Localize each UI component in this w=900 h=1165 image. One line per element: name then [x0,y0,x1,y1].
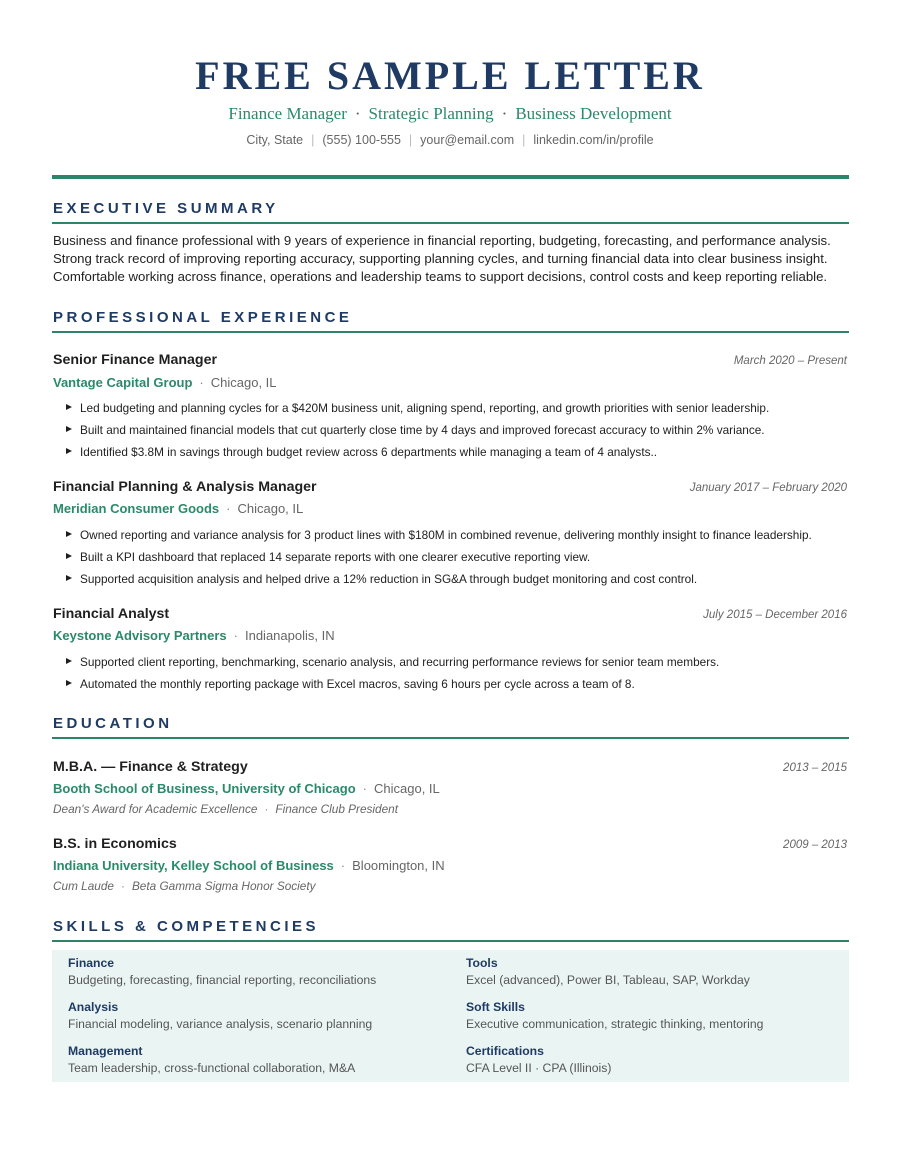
contact-separator: | [408,133,413,147]
school-line [53,781,440,796]
honor-item: Dean's Award for Academic Excellence [53,802,258,816]
section-divider [52,331,849,333]
section-title-education: EDUCATION [53,715,173,732]
job-org-line [53,501,303,516]
skill-category: Analysis [68,1000,119,1014]
degree-title: B.S. in Economics [53,836,177,852]
degree-honors [53,879,316,893]
school-line [53,858,445,873]
skill-category: Soft Skills [466,1000,525,1014]
skill-values: Executive communication, strategic thinking, mentoring [466,1017,764,1031]
tagline-item: Business Development [515,104,672,123]
list-item: Led budgeting and planning cycles for a $420M business unit, aligning spend, reporting, and growth priorities with senior leadership. [66,400,856,422]
skill-group [68,1044,355,1075]
tagline-item: Finance Manager [228,104,347,123]
tagline-separator: · [501,104,508,123]
job-company: Vantage Capital Group [53,375,193,390]
skill-group [466,1000,763,1031]
candidate-name: FREE SAMPLE LETTER [195,53,705,98]
section-divider [52,222,849,224]
skill-group [68,1000,372,1031]
skill-values: Financial modeling, variance analysis, scenario planning [68,1017,373,1031]
tagline-separator: · [354,104,361,123]
contact-phone: (555) 100-555 [322,133,401,147]
job-company: Keystone Advisory Partners [53,628,227,643]
job-dates: March 2020 – Present [733,355,847,367]
job-title: Financial Analyst [53,606,170,622]
skill-values: Budgeting, forecasting, financial reporting, reconciliations [68,973,377,987]
job-org-line [53,628,335,643]
list-item: Supported acquisition analysis and helped drive a 12% reduction in SG&A through budget monitoring and cost control. [66,571,856,593]
contact-separator: | [522,133,526,147]
skill-category: Management [68,1044,143,1058]
header-divider [52,175,849,179]
list-item: Automated the monthly reporting package with Excel macros, saving 6 hours per cycle across a team of 8. [66,676,856,698]
honor-item: Beta Gamma Sigma Honor Society [131,879,316,893]
skill-group [466,956,750,987]
job-dates: July 2015 – December 2016 [703,609,847,621]
contact-separator: | [311,133,315,147]
job-bullets [66,654,856,698]
school-name: Indiana University, Kelley School of Business [53,858,334,873]
org-separator: · [233,628,238,643]
degree-dates: 2013 – 2015 [783,762,847,774]
list-item: Built and maintained financial models that cut quarterly close time by 4 days and improved forecast accuracy to within 2% variance. [66,422,856,444]
skills-panel [52,950,849,1082]
list-item: Owned reporting and variance analysis for 3 product lines with $180M in combined revenue, delivering monthly insight to finance leadership. [66,527,856,549]
skill-values: Team leadership, cross-functional collaboration, M&A [68,1061,356,1075]
list-item: Built a KPI dashboard that replaced 14 separate reports with one clearer executive reporting view. [66,549,856,571]
summary-text: Business and finance professional with 9 years of experience in financial reporting, budgeting, forecasting, and performance analysis. Strong track record of improving reporting accuracy, supporting planning cycles, and turning financial data into clear business insight. Comfortable working across finance, operations and leadership teams to support decisions, control costs and keep reporting reliable. [53,233,831,284]
org-separator: · [199,375,204,390]
school-location: Chicago, IL [374,781,440,796]
section-title-summary: EXECUTIVE SUMMARY [53,200,279,217]
skill-group [466,1044,611,1075]
job-org-line [53,375,277,390]
contact-line [0,133,900,147]
section-title-skills: SKILLS & COMPETENCIES [53,918,320,935]
org-separator: · [226,501,231,516]
section-divider [52,940,849,942]
honor-item: Cum Laude [53,879,114,893]
skill-category: Certifications [466,1044,544,1058]
skill-group [68,956,376,987]
degree-title: M.B.A. — Finance & Strategy [53,759,248,775]
job-bullets [66,400,856,466]
job-location: Chicago, IL [237,501,304,516]
skill-category: Tools [466,956,498,970]
org-separator: · [340,858,346,873]
degree-dates: 2009 – 2013 [783,839,847,851]
school-location: Bloomington, IN [352,858,445,873]
skill-category: Finance [68,956,115,970]
skill-values: Excel (advanced), Power BI, Tableau, SAP, Workday [466,973,750,987]
job-location: Indianapolis, IN [244,628,335,643]
contact-linkedin: linkedin.com/in/profile [533,133,654,147]
degree-honors [53,802,398,816]
school-name: Booth School of Business, University of Chicago [53,781,356,796]
job-title: Financial Planning & Analysis Manager [53,479,317,495]
job-bullets [66,527,856,593]
job-company: Meridian Consumer Goods [53,501,220,516]
tagline-item: Strategic Planning [368,104,494,123]
honor-separator: · [121,879,125,893]
skill-values: CFA Level II · CPA (Illinois) [466,1061,612,1075]
section-title-experience: PROFESSIONAL EXPERIENCE [53,309,353,326]
job-location: Chicago, IL [210,375,277,390]
tagline [0,104,900,124]
contact-location: City, State [246,133,304,147]
section-divider [52,737,849,739]
org-separator: · [362,781,367,796]
job-title: Senior Finance Manager [53,352,217,368]
list-item: Identified $3.8M in savings through budget review across 6 departments while managing a team of 4 analysts.. [66,444,856,466]
list-item: Supported client reporting, benchmarking, scenario analysis, and recurring performance reviews for senior team members. [66,654,856,676]
job-dates: January 2017 – February 2020 [689,482,847,494]
contact-email: your@email.com [420,133,515,147]
honor-separator: · [264,802,269,816]
honor-item: Finance Club President [275,802,398,816]
